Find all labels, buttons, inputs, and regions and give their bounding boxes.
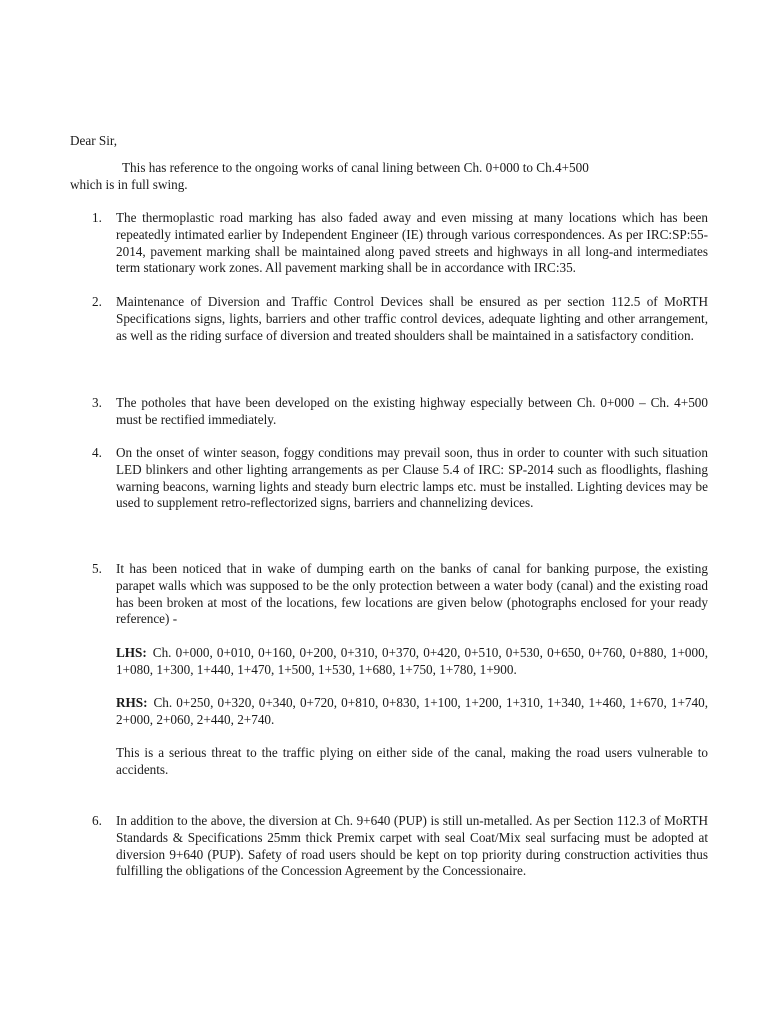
list-item-text: It has been noticed that in wake of dumping earth on the banks of canal for banking purpose, the existing parapet walls which was supposed to be the only protection between a water body (canal) and the existing road has been broken at most of the locations, few locations are given below (photographs enclosed for your ready reference) -	[116, 561, 708, 627]
intro-paragraph	[70, 160, 708, 194]
list-item-text: In addition to the above, the diversion at Ch. 9+640 (PUP) is still un-metalled. As per Section 112.3 of MoRTH Standards & Specifications 25mm thick Premix carpet with seal Coat/Mix seal surfacing must be adopted at diversion 9+640 (PUP). Safety of road users should be kept on top priority during construction activities thus fulfilling the obligations of the Concession Agreement by the Concessionaire.	[116, 813, 708, 879]
rhs-label: RHS:	[116, 695, 148, 710]
list-item-number: 2.	[92, 294, 102, 309]
list-item	[92, 813, 708, 880]
list-item	[92, 561, 708, 628]
lhs-chainages: Ch. 0+000, 0+010, 0+160, 0+200, 0+310, 0+370, 0+420, 0+510, 0+530, 0+650, 0+760, 0+880, 1+000, 1+080, 1+300, 1+440, 1+470, 1+500, 1+530, 1+680, 1+750, 1+780, 1+900.	[116, 645, 708, 677]
list-item-text: On the onset of winter season, foggy conditions may prevail soon, thus in order to counter with such situation LED blinkers and other lighting arrangements as per Clause 5.4 of IRC: SP-2014 such as floodlights, flashing warning beacons, warning lights and steady burn electric lamps etc. must be installed. Lighting devices may be used to supplement retro-reflectorized signs, barriers and channelizing devices.	[116, 445, 708, 511]
threat-paragraph: This is a serious threat to the traffic plying on either side of the canal, making the road users vulnerable to accidents.	[116, 745, 708, 777]
list-item-number: 4.	[92, 445, 102, 460]
lhs-locations	[116, 645, 708, 679]
list-item	[92, 395, 708, 429]
rhs-chainages: Ch. 0+250, 0+320, 0+340, 0+720, 0+810, 0+830, 1+100, 1+200, 1+310, 1+340, 1+460, 1+670, 1+740, 2+000, 2+060, 2+440, 2+740.	[116, 695, 708, 727]
list-item	[92, 210, 708, 277]
list-item-number: 6.	[92, 813, 102, 828]
list-item-number: 3.	[92, 395, 102, 410]
salutation: Dear Sir,	[70, 133, 118, 148]
list-item-number: 5.	[92, 561, 102, 576]
lhs-label: LHS:	[116, 645, 147, 660]
list-item-text: The thermoplastic road marking has also faded away and even missing at many locations which has been repeatedly intimated earlier by Independent Engineer (IE) through various correspondences. As per IRC:SP:55-2014, pavement marking shall be maintained along paved streets and highways in all long-and intermediates term stationary work zones. All pavement marking shall be in accordance with IRC:35.	[116, 210, 708, 276]
list-item-number: 1.	[92, 210, 102, 225]
list-item	[92, 294, 708, 344]
intro-lead: This has reference to the ongoing works of canal lining between Ch. 0+000 to Ch.4+500	[122, 160, 589, 175]
list-item-text: The potholes that have been developed on the existing highway especially between Ch. 0+000 – Ch. 4+500 must be rectified immediately.	[116, 395, 708, 427]
list-item	[92, 445, 708, 512]
list-item-text: Maintenance of Diversion and Traffic Control Devices shall be ensured as per section 112.5 of MoRTH Specifications signs, lights, barriers and other traffic control devices, adequate lighting and other arrangement, as well as the riding surface of diversion and treated shoulders shall be maintained in a satisfactory condition.	[116, 294, 708, 343]
rhs-locations	[116, 695, 708, 729]
intro-rest: which is in full swing.	[70, 176, 188, 192]
